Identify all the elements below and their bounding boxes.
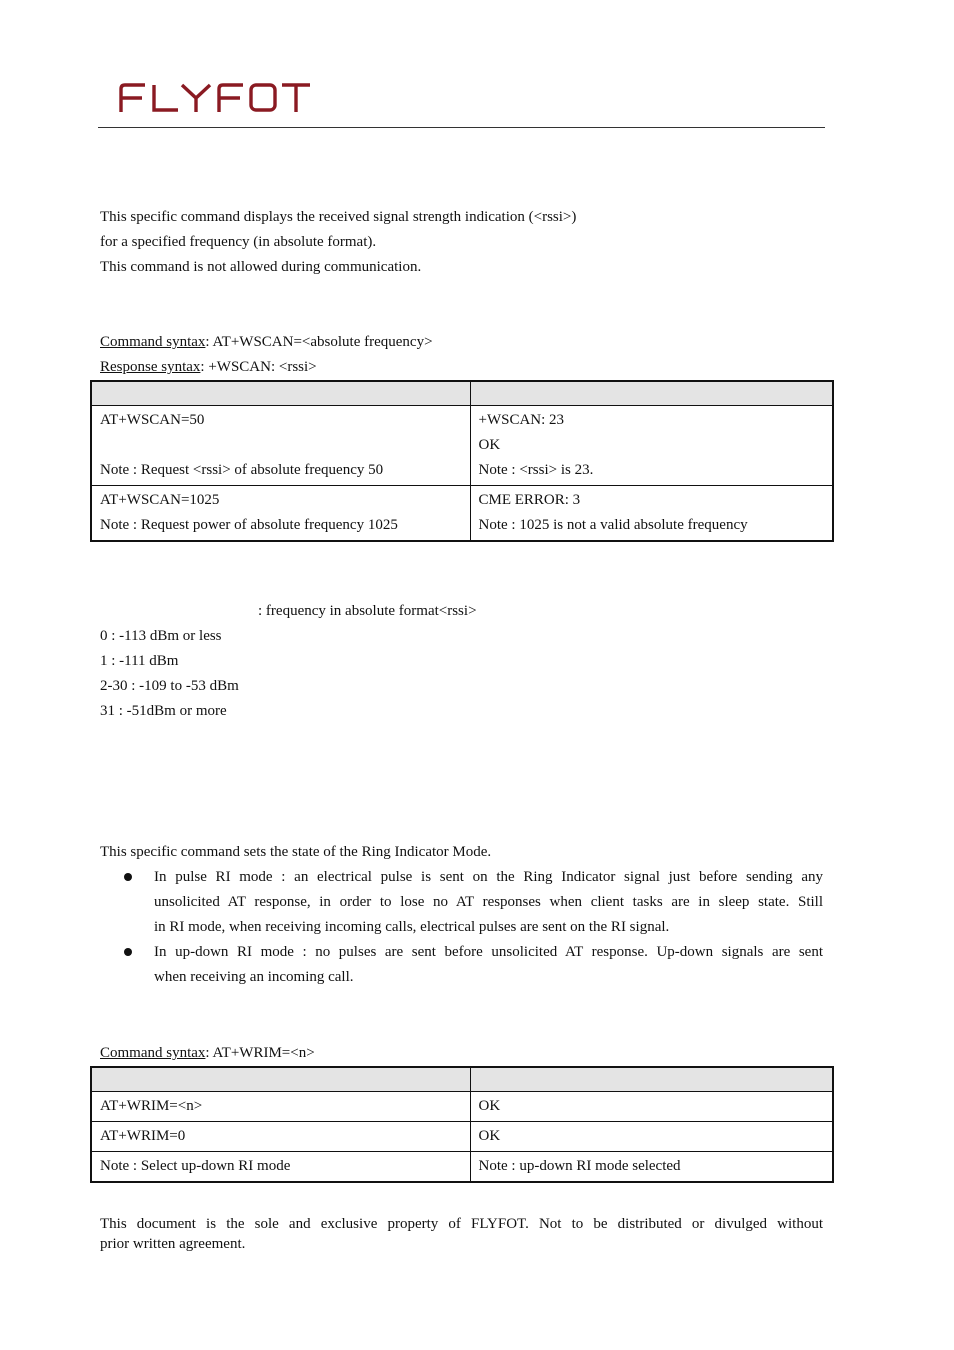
- cell-text: AT+WSCAN=50: [100, 412, 205, 428]
- response-cell: [470, 406, 833, 486]
- wscan-description-line-3: This command is not allowed during communication.: [100, 259, 422, 275]
- bullet-icon: [124, 948, 132, 956]
- table-row: [91, 1092, 833, 1122]
- table-row: [91, 406, 833, 486]
- response-syntax-label: Response syntax: [100, 359, 201, 375]
- wrim-bullet-updown: [154, 940, 823, 990]
- command-cell: [91, 486, 470, 542]
- cell-text: Note : Request power of absolute frequency 1025: [100, 517, 398, 533]
- table-row: [91, 1122, 833, 1152]
- bullet-line: In pulse RI mode : an electrical pulse is sent on the Ring Indicator signal just before sending any: [154, 869, 823, 885]
- wscan-description-line-2: for a specified frequency (in absolute format).: [100, 234, 377, 250]
- response-header-cell: [470, 1067, 833, 1092]
- footer-line: prior written agreement.: [100, 1236, 246, 1252]
- command-syntax-value: : AT+WRIM=<n>: [205, 1045, 315, 1061]
- cell-text: OK: [478, 437, 501, 453]
- param-item: 0 : -113 dBm or less: [100, 628, 222, 644]
- param-item: 1 : -111 dBm: [100, 653, 179, 669]
- table-row: [91, 1152, 833, 1183]
- wscan-table: [90, 380, 834, 542]
- command-cell: Note : Select up-down RI mode: [91, 1152, 470, 1183]
- cell-text: AT+WSCAN=1025: [100, 492, 220, 508]
- table-header-row: [91, 1067, 833, 1092]
- cell-text: Note : 1025 is not a valid absolute frequency: [478, 517, 748, 533]
- command-header-cell: [91, 1067, 470, 1092]
- cell-text: Note : Request <rssi> of absolute frequency 50: [100, 462, 384, 478]
- bullet-line: when receiving an incoming call.: [154, 969, 354, 985]
- bullet-line: In up-down RI mode : no pulses are sent before unsolicited AT response. Up-down signals are sent: [154, 944, 823, 960]
- wrim-bullet-pulse: [154, 865, 823, 940]
- params-intro: : frequency in absolute format<rssi>: [258, 603, 477, 619]
- footer-line: This document is the sole and exclusive property of FLYFOT. Not to be distributed or divulged without: [100, 1216, 823, 1232]
- bullet-line: unsolicited AT response, in order to lose no AT responses when client tasks are in sleep state. Still: [154, 894, 823, 910]
- table-row: [91, 486, 833, 542]
- response-header-cell: [470, 381, 833, 406]
- response-cell: OK: [470, 1092, 833, 1122]
- cell-text: [100, 433, 462, 458]
- cell-text: Note : <rssi> is 23.: [478, 462, 594, 478]
- bullet-icon: [124, 873, 132, 881]
- param-item: 2-30 : -109 to -53 dBm: [100, 678, 239, 694]
- command-cell: [91, 406, 470, 486]
- flyfot-logo: [118, 80, 312, 114]
- wrim-table: [90, 1066, 834, 1183]
- footer-notice: [100, 1214, 823, 1254]
- wrim-description: This specific command sets the state of the Ring Indicator Mode.: [100, 844, 492, 860]
- wscan-description-line-1: This specific command displays the received signal strength indication (<rssi>): [100, 209, 577, 225]
- command-header-cell: [91, 381, 470, 406]
- wrim-command-syntax: [100, 1043, 315, 1063]
- command-syntax-value: : AT+WSCAN=<absolute frequency>: [205, 334, 433, 350]
- response-syntax-value: : +WSCAN: <rssi>: [200, 359, 317, 375]
- response-cell: Note : up-down RI mode selected: [470, 1152, 833, 1183]
- wscan-response-syntax: [100, 357, 317, 377]
- command-cell: AT+WRIM=<n>: [91, 1092, 470, 1122]
- header-rule: [98, 127, 825, 128]
- command-cell: AT+WRIM=0: [91, 1122, 470, 1152]
- command-syntax-label: Command syntax: [100, 1045, 206, 1061]
- table-header-row: [91, 381, 833, 406]
- param-item: 31 : -51dBm or more: [100, 703, 227, 719]
- bullet-line: in RI mode, when receiving incoming calls, electrical pulses are sent on the RI signal.: [154, 919, 670, 935]
- command-syntax-label: Command syntax: [100, 334, 206, 350]
- cell-text: CME ERROR: 3: [478, 492, 581, 508]
- wscan-command-syntax: [100, 332, 433, 352]
- cell-text: +WSCAN: 23: [478, 412, 565, 428]
- response-cell: [470, 486, 833, 542]
- response-cell: OK: [470, 1122, 833, 1152]
